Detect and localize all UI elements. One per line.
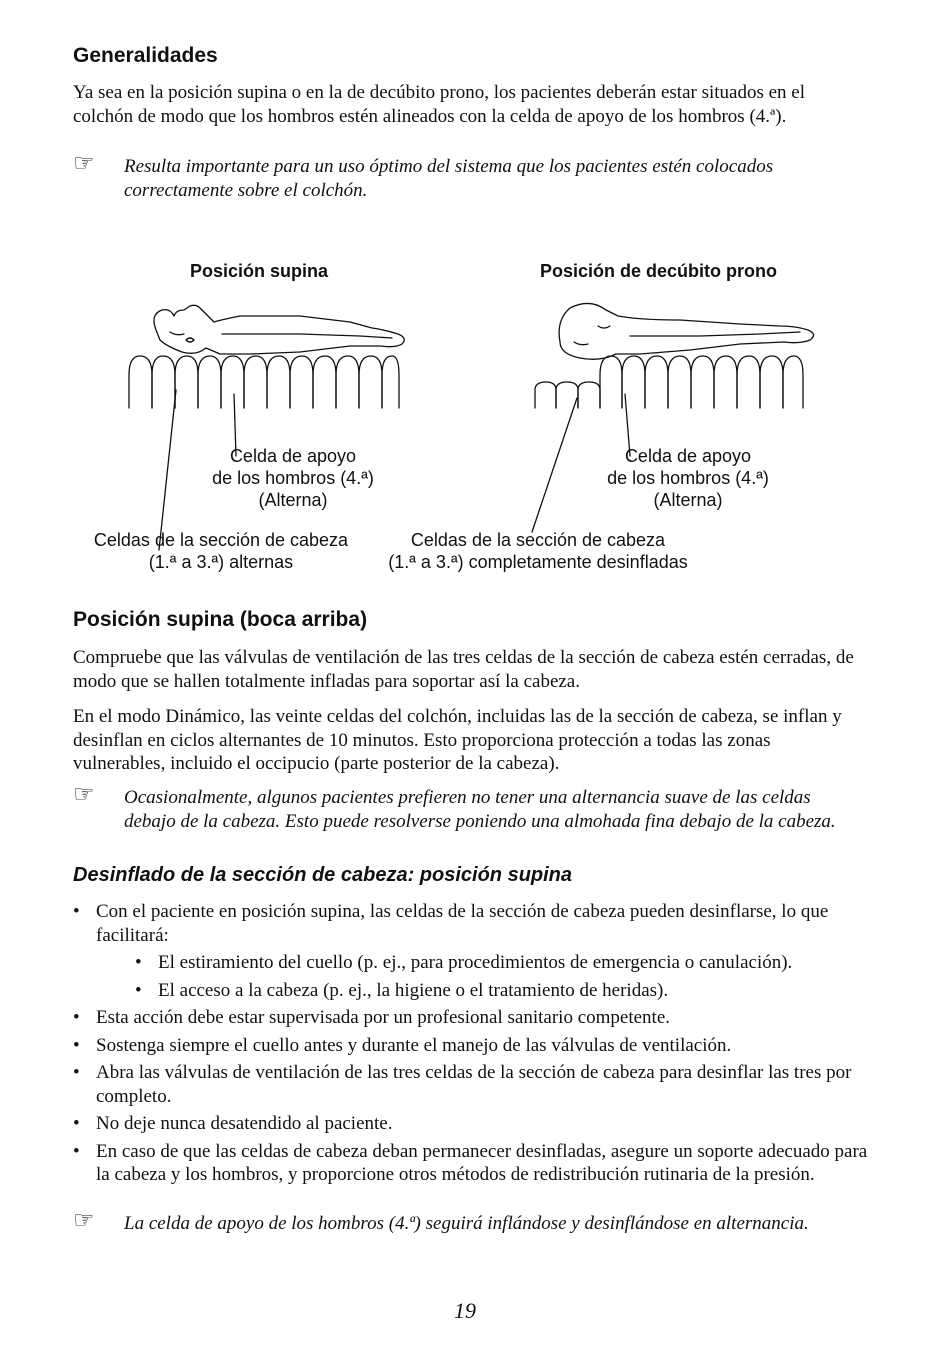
page-number: 19 xyxy=(454,1298,476,1323)
list-item: • El estiramiento del cuello (p. ej., para procedimientos de emergencia o canulación). xyxy=(135,952,793,973)
section-heading-supine: Posición supina (boca arriba) xyxy=(73,608,368,631)
deflate-bullet-list xyxy=(73,900,873,1191)
pointing-hand-icon: ☞ xyxy=(73,151,95,177)
list-item: • Sostenga siempre el cuello antes y durante el manejo de las válvulas de ventilación. xyxy=(73,1034,732,1056)
list-item: • En caso de que las celdas de cabeza deban permanecer desinfladas, asegure un soporte adecuado para la cabeza y los hombros, y proporcione otros métodos de redistribución rutinaria de la presión. xyxy=(73,1140,868,1185)
supine-mattress-cells xyxy=(129,356,399,408)
supine-paragraph-2: En el modo Dinámico, las veinte celdas del colchón, incluidas las de la sección de cabeza, se inflan y desinflan en ciclos alternantes de 10 minutos. Esto proporciona protección a todas las zonas vulnerables, incluido el occipucio (parte posterior de la cabeza). xyxy=(73,706,842,774)
list-item: • Abra las válvulas de ventilación de las tres celdas de la sección de cabeza para desinflar las tres por completo. xyxy=(73,1062,852,1107)
list-item: • Esta acción debe estar supervisada por un profesional sanitario competente. xyxy=(73,1007,671,1028)
supine-patient-outline xyxy=(154,305,404,354)
patient-position-diagram xyxy=(0,250,950,590)
deflate-note xyxy=(73,1208,863,1236)
supine-diagram-title: Posición supina xyxy=(190,261,329,281)
deflate-note-text: La celda de apoyo de los hombros (4.ª) seguirá inflándose y desinflándose en alternancia. xyxy=(124,1213,809,1234)
prone-head-cells-label: Celdas de la sección de cabeza (1.ª a 3.ª) completamente desinfladas xyxy=(388,530,688,572)
list-item: • El acceso a la cabeza (p. ej., la higiene o el tratamiento de heridas). xyxy=(135,979,669,1001)
general-note-text: Resulta importante para un uso óptimo del sistema que los pacientes estén colocados correctamente sobre el colchón. xyxy=(124,156,774,201)
prone-patient-outline xyxy=(559,303,813,359)
section-heading-deflate: Desinflado de la sección de cabeza: posición supina xyxy=(73,864,573,886)
prone-diagram-title: Posición de decúbito prono xyxy=(540,261,778,281)
supine-note-text: Ocasionalmente, algunos pacientes prefieren no tener una alternancia suave de las celdas debajo de la cabeza. Esto puede resolverse poniendo una almohada fina debajo de la cabeza. xyxy=(124,787,836,832)
general-paragraph: Ya sea en la posición supina o en la de decúbito prono, los pacientes deberán estar situados en el colchón de modo que los hombros estén alineados con la celda de apoyo de los hombros (4.ª). xyxy=(73,82,806,127)
list-item: • Con el paciente en posición supina, las celdas de la sección de cabeza pueden desinflarse, lo que facilitará: • El estiramiento del cuello (p. ej., para procedimientos de emergencia o canulación). • El acceso a la cabeza (p. ej., la higiene o el tratamiento de heridas). xyxy=(73,900,873,1002)
supine-head-cells-label: Celdas de la sección de cabeza (1.ª a 3.ª) alternas xyxy=(93,530,349,572)
prone-shoulder-cell-label: Celda de apoyo de los hombros (4.ª) (Alterna) xyxy=(607,446,769,510)
general-note xyxy=(73,151,863,202)
supine-note xyxy=(73,782,863,833)
pointing-hand-icon: ☞ xyxy=(73,1208,95,1234)
prone-mattress-cells xyxy=(535,356,803,408)
pointing-hand-icon: ☞ xyxy=(73,782,95,808)
list-item: • No deje nunca desatendido al paciente. xyxy=(73,1113,393,1134)
supine-shoulder-cell-label: Celda de apoyo de los hombros (4.ª) (Alterna) xyxy=(212,446,374,510)
section-heading-general: Generalidades xyxy=(73,44,218,67)
supine-paragraph-1: Compruebe que las válvulas de ventilación de las tres celdas de la sección de cabeza estén cerradas, de modo que se hallen totalmente infladas para soportar así la cabeza. xyxy=(73,647,854,692)
